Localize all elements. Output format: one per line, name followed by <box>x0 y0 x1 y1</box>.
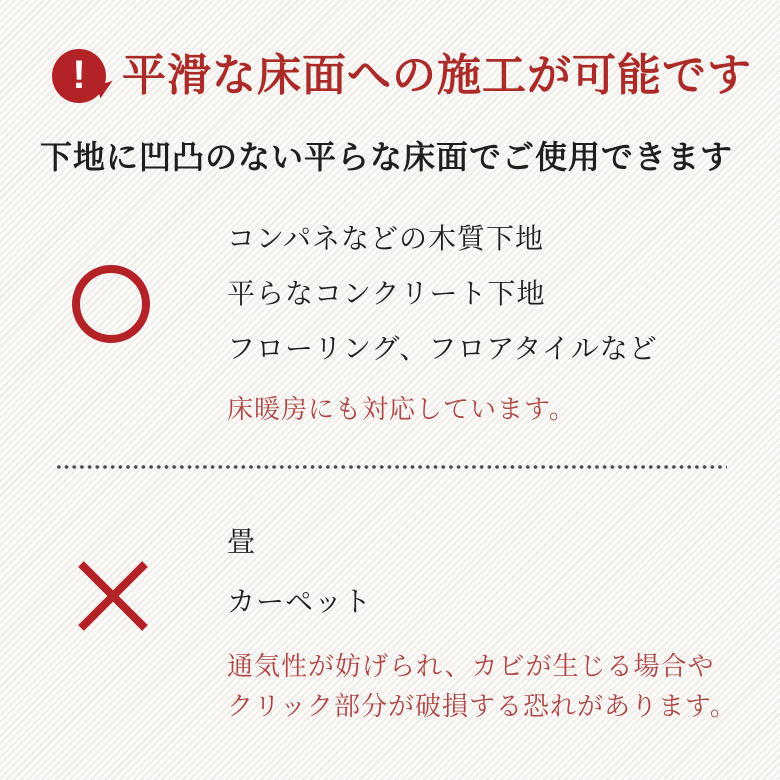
ok-note: 床暖房にも対応しています。 <box>227 394 576 424</box>
cross-ng-icon <box>77 560 149 632</box>
alert-bubble-icon <box>52 49 106 103</box>
exclamation-icon: ! <box>72 53 86 97</box>
ok-list <box>227 224 658 426</box>
ng-list-item: カーペット <box>227 586 373 617</box>
subtitle: 下地に凹凸のない平らな床面でご使用できます <box>40 139 734 175</box>
ng-caution-line: 通気性が妨げられ、カビが生じる場合や <box>227 651 715 681</box>
ng-list <box>227 526 372 646</box>
ng-list-item: 畳 <box>227 526 257 557</box>
ok-list-item: フローリング、フロアタイルなど <box>227 333 658 364</box>
bubble-tail <box>96 81 116 99</box>
ok-list-item: 平らなコンクリート下地 <box>227 278 546 309</box>
page-title: 平滑な床面への施工が可能です <box>122 51 752 100</box>
ng-caution-line: クリック部分が破損する恐れがあります。 <box>227 691 737 721</box>
dotted-divider <box>55 464 727 470</box>
ok-list-item: コンパネなどの木質下地 <box>227 223 545 254</box>
ng-caution <box>227 646 737 726</box>
alert-header <box>52 48 752 104</box>
circle-ok-icon <box>72 265 150 343</box>
